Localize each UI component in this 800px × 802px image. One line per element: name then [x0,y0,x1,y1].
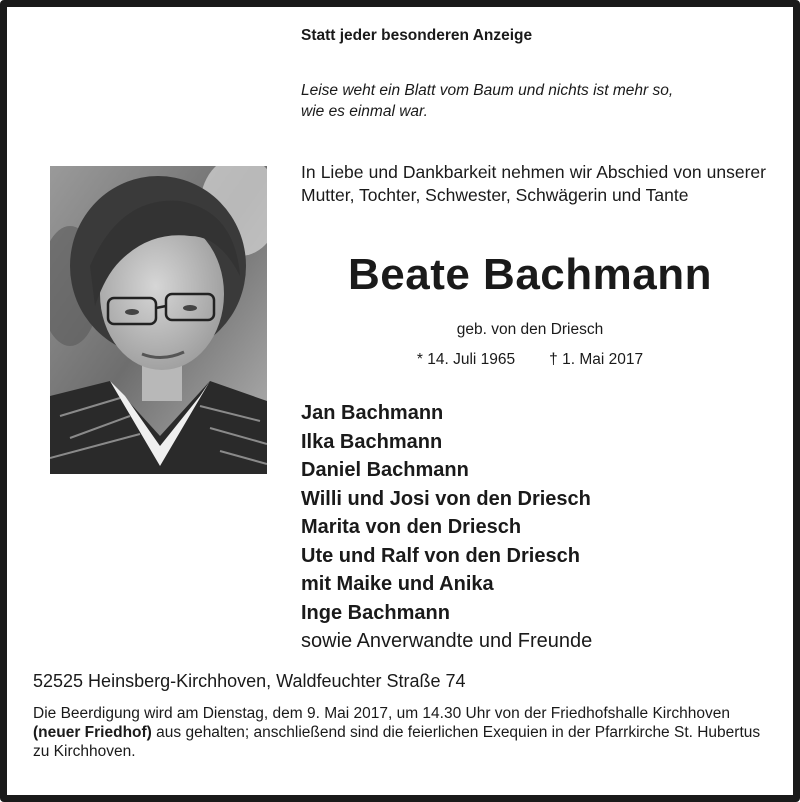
deceased-name: Beate Bachmann [347,250,712,299]
life-dates [300,351,760,369]
intro-text: In Liebe und Dankbarkeit nehmen wir Abschied von unserer Mutter, Tochter, Schwester, Schwägerin und Tante [301,162,766,205]
maiden-name: geb. von den Driesch [456,321,604,338]
mourners-list [301,399,771,656]
poem-line-2: wie es einmal war. [301,103,428,120]
mourner-name: Willi und Josi von den Driesch [301,487,591,510]
portrait-photo [50,166,267,474]
mourner-name: Marita von den Driesch [301,516,522,538]
funeral-details [33,704,770,761]
birth-date: * 14. Juli 1965 [416,351,516,368]
mourner-name: Jan Bachmann [301,402,444,424]
closing-line: sowie Anverwandte und Freunde [301,630,593,652]
mourner-name: Ute und Ralf von den Driesch [301,544,580,567]
portrait-illustration [50,166,267,474]
header-notice: Statt jeder besonderen Anzeige [301,27,533,44]
poem [301,80,771,122]
death-date: † 1. Mai 2017 [549,351,644,368]
mourner-name: Inge Bachmann [301,601,450,624]
mourner-name: Ilka Bachmann [301,430,443,453]
mourner-name: mit Maike und Anika [301,573,494,595]
mourner-name: Daniel Bachmann [301,459,469,481]
address: 52525 Heinsberg-Kirchhoven, Waldfeuchter Straße 74 [33,671,466,691]
poem-line-1: Leise weht ein Blatt vom Baum und nichts ist mehr so, [301,82,674,99]
funeral-emphasis: (neuer Friedhof) [33,724,152,741]
funeral-text-2: aus gehalten; anschließend sind die feierlichen Exequien in der Pfarrkirche St. Hubertus zu Kirchhoven. [33,724,761,760]
funeral-text-1: Die Beerdigung wird am Dienstag, dem 9. Mai 2017, um 14.30 Uhr von der Friedhofshalle Kirchhoven [33,705,731,722]
